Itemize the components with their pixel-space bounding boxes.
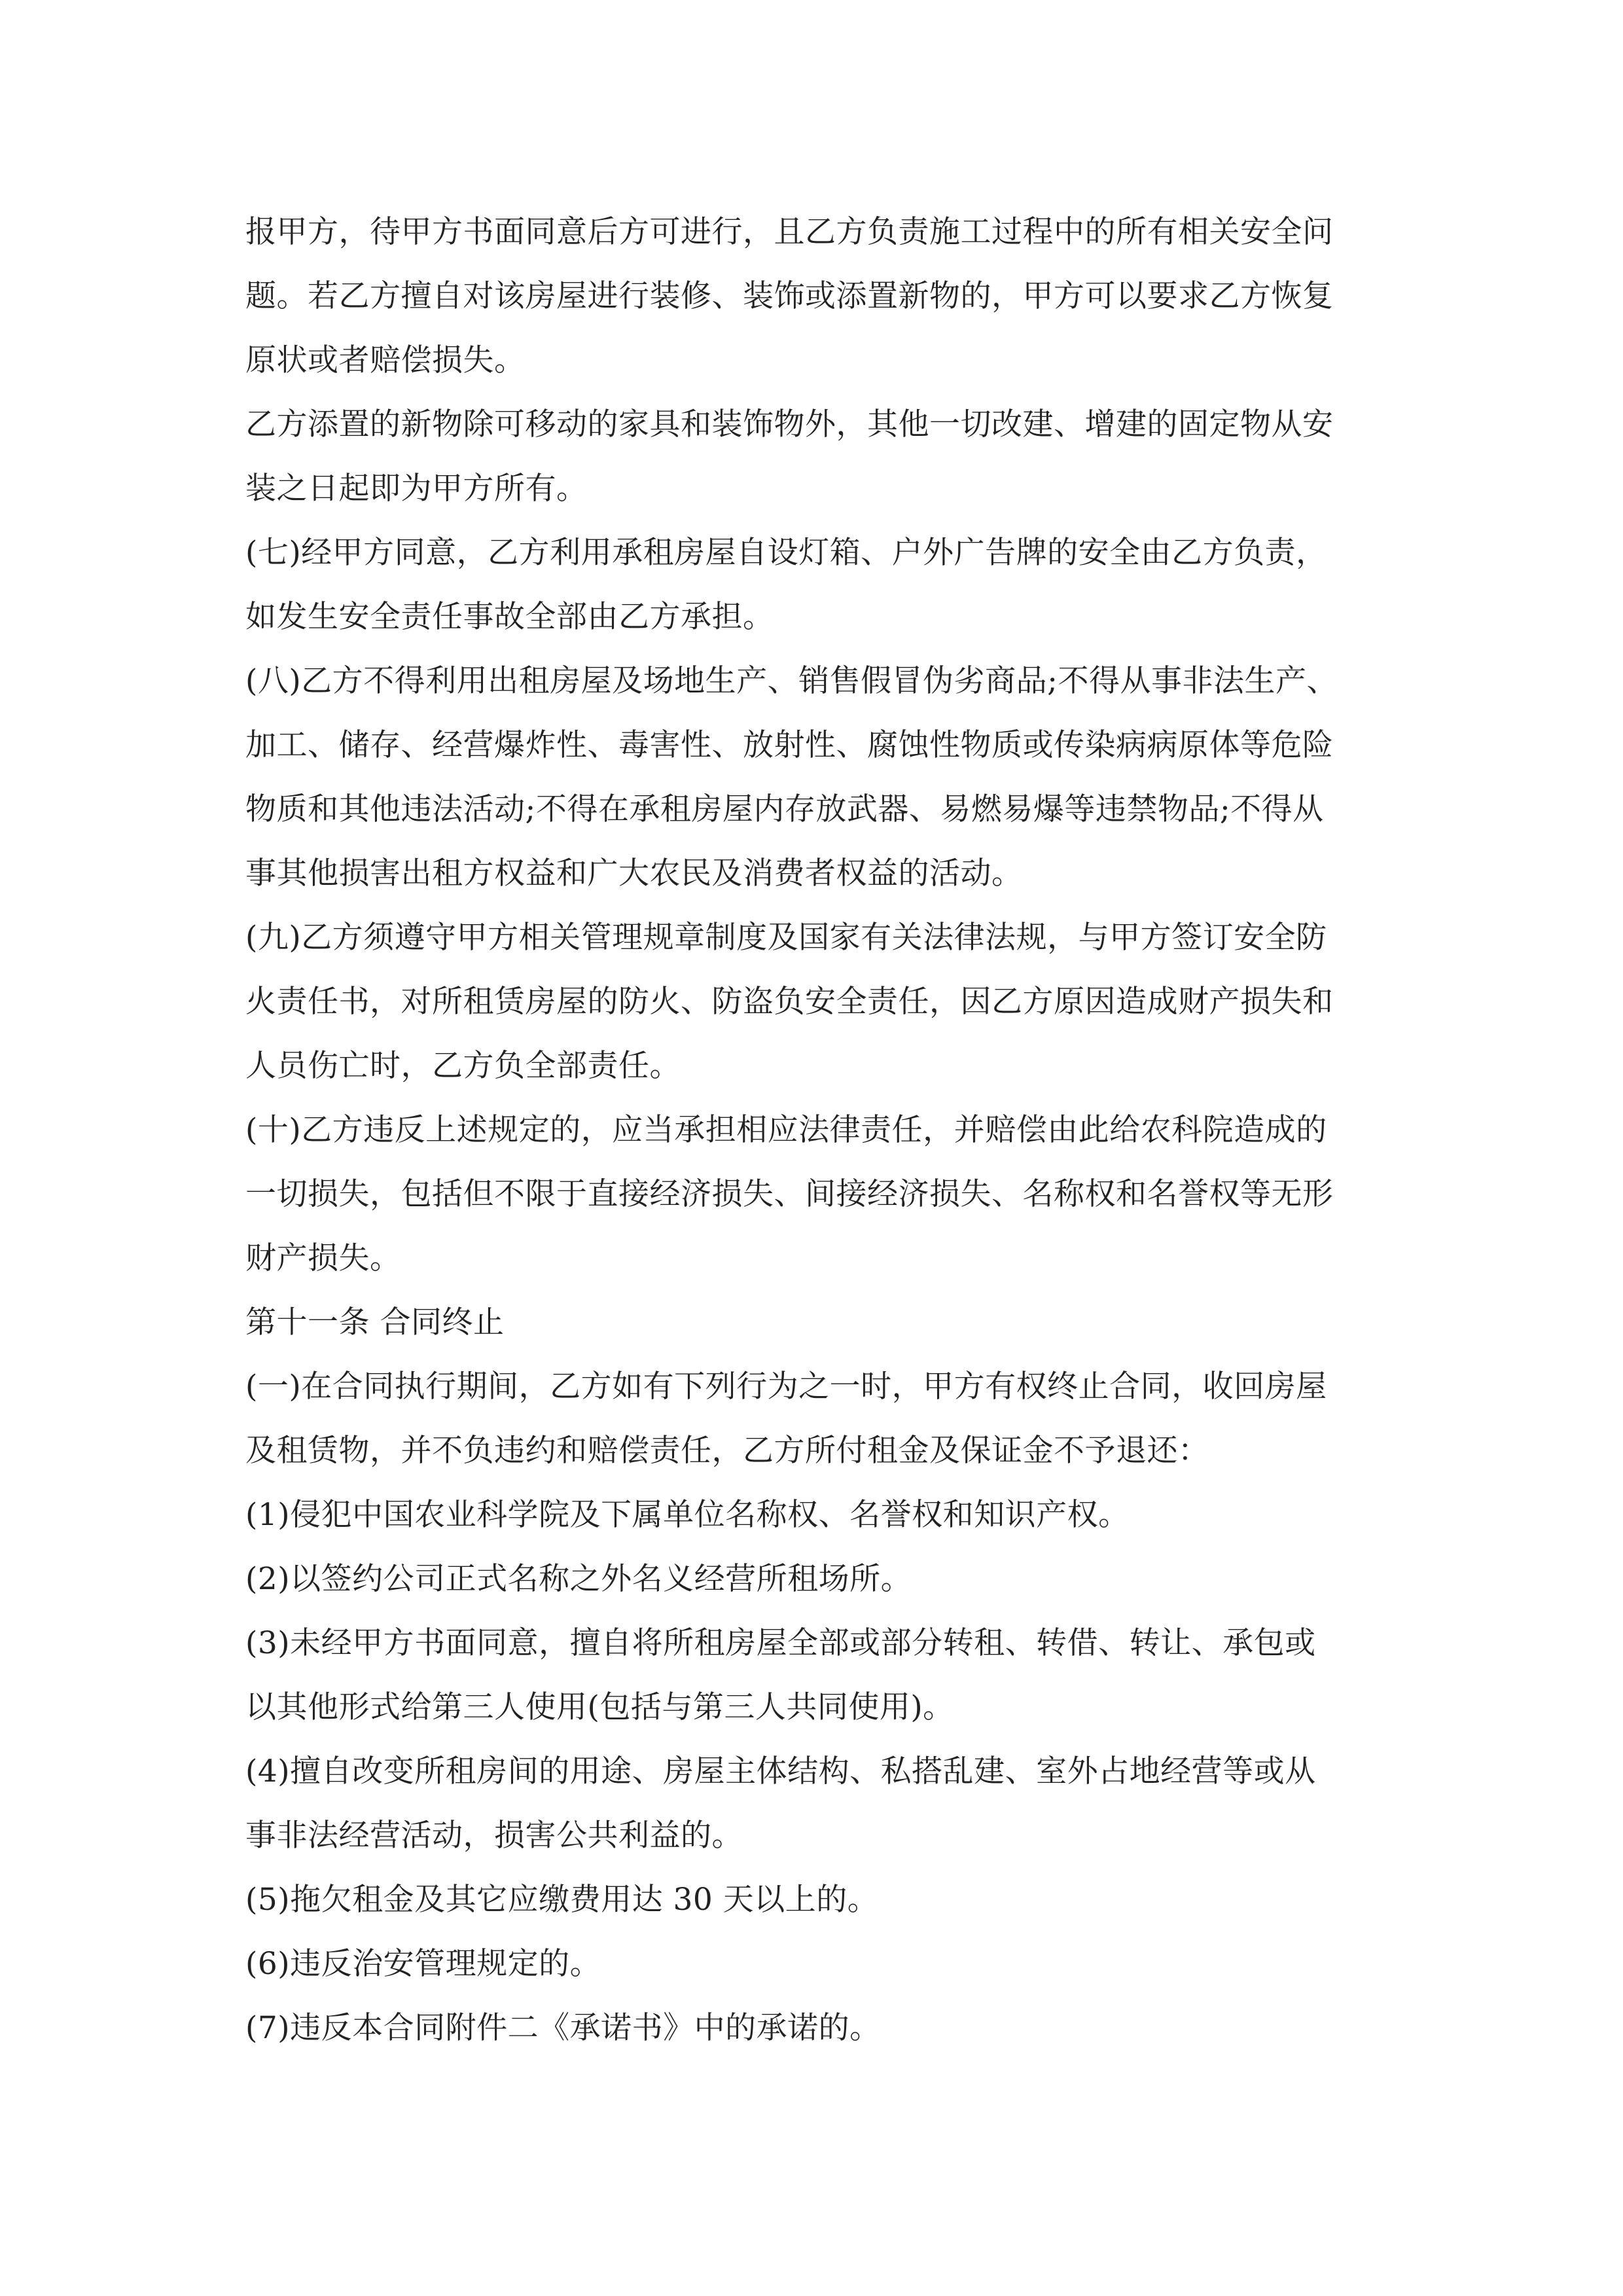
text-line: (2)以签约公司正式名称之外名义经营所租场所。 bbox=[245, 1561, 912, 1597]
text-line: 加工、储存、经营爆炸性、毒害性、放射性、腐蚀性物质或传染病病原体等危险 bbox=[245, 727, 1334, 763]
text-line: (3)未经甲方书面同意，擅自将所租房屋全部或部分转租、转借、转让、承包或 bbox=[245, 1625, 1316, 1661]
text-line: 一切损失，包括但不限于直接经济损失、间接经济损失、名称权和名誉权等无形 bbox=[245, 1176, 1334, 1212]
text-line: (八)乙方不得利用出租房屋及场地生产、销售假冒伪劣商品;不得从事非法生产、 bbox=[245, 663, 1338, 699]
text-line: 题。若乙方擅自对该房屋进行装修、装饰或添置新物的，甲方可以要求乙方恢复 bbox=[245, 278, 1334, 314]
text-line: 财产损失。 bbox=[245, 1240, 401, 1276]
text-line: 以其他形式给第三人使用(包括与第三人共同使用)。 bbox=[245, 1689, 954, 1725]
text-line: (九)乙方须遵守甲方相关管理规章制度及国家有关法律法规，与甲方签订安全防 bbox=[245, 920, 1327, 956]
text-line: 事非法经营活动，损害公共利益的。 bbox=[245, 1818, 743, 1854]
text-line: (6)违反治安管理规定的。 bbox=[245, 1946, 601, 1982]
text-line: 及租赁物，并不负违约和赔偿责任，乙方所付租金及保证金不予退还： bbox=[245, 1433, 1209, 1469]
text-line: (5)拖欠租金及其它应缴费用达 30 天以上的。 bbox=[245, 1882, 879, 1918]
document-body bbox=[245, 200, 1397, 2060]
text-line: 火责任书，对所租赁房屋的防火、防盗负安全责任，因乙方原因造成财产损失和 bbox=[245, 984, 1334, 1020]
text-line: 如发生安全责任事故全部由乙方承担。 bbox=[245, 599, 774, 635]
text-line: 装之日起即为甲方所有。 bbox=[245, 471, 588, 507]
text-line: (一)在合同执行期间，乙方如有下列行为之一时，甲方有权终止合同，收回房屋 bbox=[245, 1369, 1327, 1405]
text-line: 乙方添置的新物除可移动的家具和装饰物外，其他一切改建、增建的固定物从安 bbox=[245, 406, 1334, 442]
text-line: (十)乙方违反上述规定的，应当承担相应法律责任，并赔偿由此给农科院造成的 bbox=[245, 1112, 1327, 1148]
text-line: 报甲方，待甲方书面同意后方可进行，且乙方负责施工过程中的所有相关安全问 bbox=[245, 214, 1334, 250]
text-line: (4)擅自改变所租房间的用途、房屋主体结构、私搭乱建、室外占地经营等或从 bbox=[245, 1753, 1316, 1789]
text-line: 物质和其他违法活动;不得在承租房屋内存放武器、易燃易爆等违禁物品;不得从 bbox=[245, 791, 1324, 827]
text-line: (7)违反本合同附件二《承诺书》中的承诺的。 bbox=[245, 2010, 881, 2046]
section-heading: 第十一条 合同终止 bbox=[245, 1304, 505, 1340]
text-line: (1)侵犯中国农业科学院及下属单位名称权、名誉权和知识产权。 bbox=[245, 1497, 1130, 1533]
text-line: (七)经甲方同意，乙方利用承租房屋自设灯箱、户外广告牌的安全由乙方负责， bbox=[245, 535, 1327, 571]
text-line: 人员伤亡时，乙方负全部责任。 bbox=[245, 1048, 681, 1084]
text-line: 事其他损害出租方权益和广大农民及消费者权益的活动。 bbox=[245, 855, 1023, 891]
text-line: 原状或者赔偿损失。 bbox=[245, 342, 526, 378]
